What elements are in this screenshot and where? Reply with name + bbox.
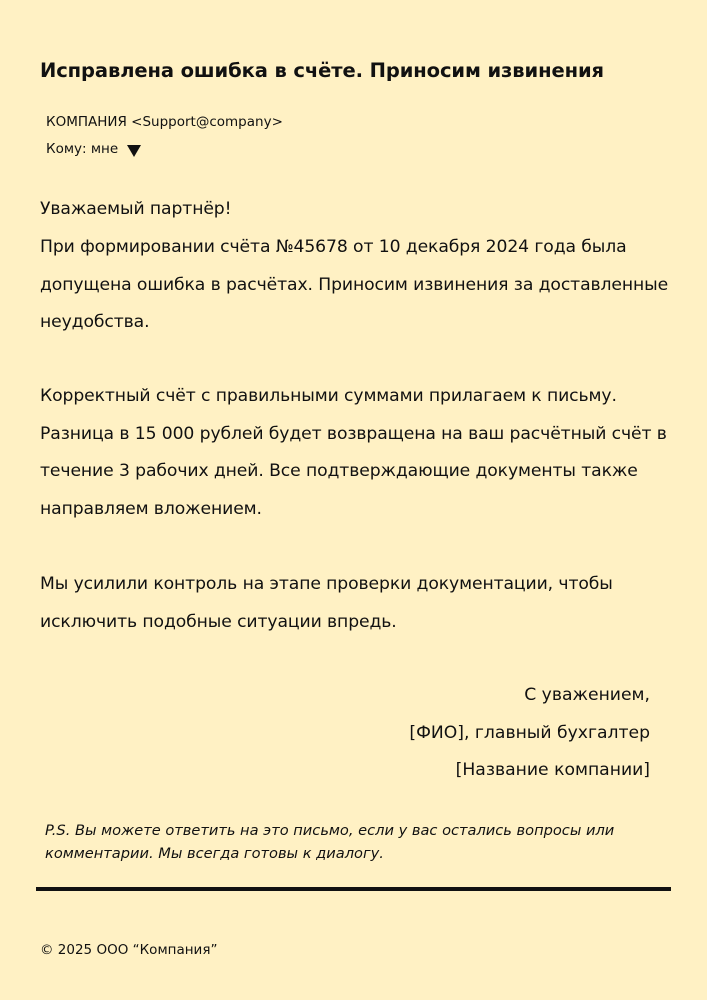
email-signature <box>409 677 650 790</box>
email-footer: © 2025 ООО “Компания” <box>40 942 218 958</box>
signature-name-title: [ФИО], главный бухгалтер <box>409 722 650 743</box>
email-paragraph-1: При формировании счёта №45678 от 10 декабря 2024 года была допущена ошибка в расчётах. Приносим извинения за доставленные неудобства. <box>40 237 669 332</box>
recipient-label: Кому: мне <box>46 141 119 157</box>
email-postscript: P.S. Вы можете ответить на это письмо, если у вас остались вопросы или комментарии. Мы всегда готовы к диалогу. <box>45 822 615 862</box>
email-subject: Исправлена ошибка в счёте. Приносим извинения <box>40 59 604 82</box>
email-paragraph-2: Корректный счёт с правильными суммами прилагаем к письму. Разница в 15 000 рублей будет возвращена на ваш расчётный счёт в течение 3 рабочих дней. Все подтверждающие документы также направляем вложением. <box>40 386 667 519</box>
caret-down-icon <box>127 145 141 157</box>
signature-company: [Название компании] <box>455 760 650 780</box>
email-greeting: Уважаемый партнёр! <box>40 199 232 219</box>
footer-divider <box>36 887 671 891</box>
sender-address: КОМПАНИЯ <Support@company> <box>46 114 283 130</box>
signature-closing: С уважением, <box>524 685 650 705</box>
recipient-toggle[interactable] <box>46 139 141 159</box>
email-paragraph-3: Мы усилили контроль на этапе проверки документации, чтобы исключить подобные ситуации впредь. <box>40 574 613 632</box>
